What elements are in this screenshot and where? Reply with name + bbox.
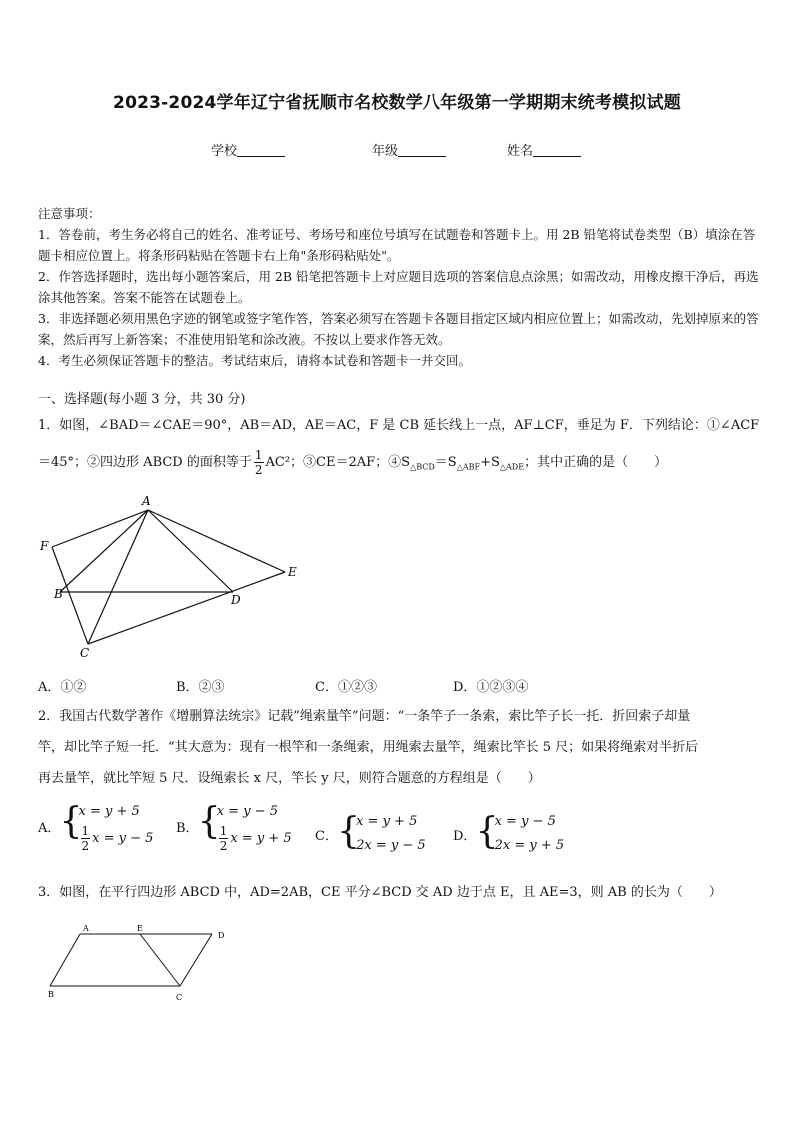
grade-blank[interactable] bbox=[398, 144, 446, 157]
note-item: 2．作答选择题时，选出每小题答案后，用 2B 铅笔把答题卡上对应题目选项的答案信息点涂黑；如需改动，用橡皮擦干净后，再选涂其他答案。答案不能答在试题卷上。 bbox=[38, 269, 759, 305]
q1-line1: 1．如图，∠BAD＝∠CAE＝90°，AB＝AD，AE＝AC，F 是 CB 延长线上一点，AF⊥CF，垂足为 F．下列结论：①∠ACF bbox=[38, 418, 760, 433]
name-field bbox=[507, 140, 581, 159]
q2-line: 竿，却比竿子短一托．“其大意为：现有一根竿和一条绳索，用绳索去量竿，绳索比竿长 5 尺；如果将绳索对半折后 bbox=[38, 740, 699, 755]
q1-text: +S bbox=[480, 455, 500, 470]
label-b: B bbox=[54, 587, 63, 601]
note-item: 4．考生必须保证答题卡的整洁。考试结束后，请将本试卷和答题卡一并交回。 bbox=[38, 353, 471, 368]
label-d: D bbox=[231, 593, 241, 607]
page-title: 2023-2024学年辽宁省抚顺市名校数学八年级第一学期期末统考模拟试题 bbox=[113, 93, 681, 113]
equation-system: { x = y − 5 $\frac{1}{2}$ x = y + 5 bbox=[207, 800, 292, 853]
label-c: C bbox=[80, 646, 90, 660]
q2-option-c[interactable]: C． { x = y + 5 2x = y − 5 bbox=[315, 810, 426, 858]
choice-d[interactable]: D．①②③④ bbox=[453, 680, 529, 695]
school-blank[interactable] bbox=[237, 144, 285, 157]
q2-line: 2．我国古代数学著作《增删算法统宗》记载”绳索量竿”问题：“一条竿子一条索，索比竿子长一托．折回索子却量 bbox=[38, 709, 691, 724]
q1-text: ；其中正确的是（ ） bbox=[524, 455, 668, 470]
choice-b[interactable]: B．②③ bbox=[176, 680, 225, 695]
fraction-half: $\frac{1}{2}$ bbox=[254, 448, 263, 477]
question-3 bbox=[38, 877, 762, 908]
school-label: 学校 bbox=[211, 144, 238, 159]
q2-option-d[interactable]: D． { x = y − 5 2x = y + 5 bbox=[453, 810, 564, 858]
note-item: 3．非选择题必须用黑色字迹的钢笔或签字笔作答，答案必须写在答题卡各题目指定区域内相应位置上；如需改动，先划掉原来的答案，然后再写上新答案；不准使用铅笔和涂改液。不按以上要求作答无效。 bbox=[38, 311, 759, 347]
label-d: D bbox=[218, 931, 225, 940]
q2-option-b[interactable]: B． { x = y − 5 $\frac{1}{2}$ x = y + 5 bbox=[176, 800, 292, 853]
label-f: F bbox=[40, 539, 49, 553]
equation-system: { x = y − 5 2x = y + 5 bbox=[485, 810, 565, 858]
label-c: C bbox=[176, 993, 183, 1002]
label-a: A bbox=[142, 494, 151, 508]
notes-block bbox=[38, 203, 762, 371]
label-e: E bbox=[288, 565, 297, 579]
name-label: 姓名 bbox=[507, 144, 534, 159]
name-blank[interactable] bbox=[533, 144, 581, 157]
q1-figure bbox=[30, 492, 320, 662]
q3-figure bbox=[40, 922, 240, 1007]
note-item: 1．答卷前，考生务必将自己的姓名、准考证号、考场号和座位号填写在试题卷和答题卡上。用 2B 铅笔将试卷类型（B）填涂在答题卡相应位置上。将条形码粘贴在答题卡右上角"条形码粘贴处"。 bbox=[38, 227, 756, 263]
grade-field bbox=[372, 140, 446, 159]
section-heading: 一、选择题(每小题 3 分，共 30 分) bbox=[38, 392, 246, 407]
subscript: △ABF bbox=[456, 462, 481, 472]
subscript: △BCD bbox=[410, 462, 435, 472]
q2-line: 再去量竿，就比竿短 5 尺．设绳索长 x 尺，竿长 y 尺，则符合题意的方程组是（ ） bbox=[38, 771, 541, 786]
equation-system: { x = y + 5 2x = y − 5 bbox=[346, 810, 426, 858]
label-a: A bbox=[83, 924, 89, 933]
q1-text: ＝S bbox=[434, 455, 457, 470]
question-2 bbox=[38, 701, 762, 794]
q1-line2 bbox=[38, 447, 762, 483]
label-b: B bbox=[48, 990, 54, 999]
notes-heading: 注意事项： bbox=[38, 206, 101, 221]
equation-system: { x = y + 5 $\frac{1}{2}$ x = y − 5 bbox=[69, 800, 154, 853]
choice-a[interactable]: A．①② bbox=[38, 680, 87, 695]
grade-label: 年级 bbox=[372, 144, 399, 159]
q1-text: ＝45°；②四边形 ABCD 的面积等于 bbox=[38, 455, 252, 470]
subscript: △ADE bbox=[499, 462, 525, 472]
label-e: E bbox=[137, 924, 143, 933]
school-field bbox=[211, 140, 285, 159]
q3-text: 3．如图，在平行四边形 ABCD 中，AD=2AB，CE 平分∠BCD 交 AD 边于点 E，且 AE=3，则 AB 的长为（ ） bbox=[38, 885, 722, 900]
q1-text: AC²；③CE＝2AF；④S bbox=[265, 455, 411, 470]
choice-c[interactable]: C．①②③ bbox=[315, 680, 377, 695]
question-1 bbox=[38, 410, 762, 483]
q2-option-a[interactable]: A． { x = y + 5 $\frac{1}{2}$ x = y − 5 bbox=[38, 800, 153, 853]
